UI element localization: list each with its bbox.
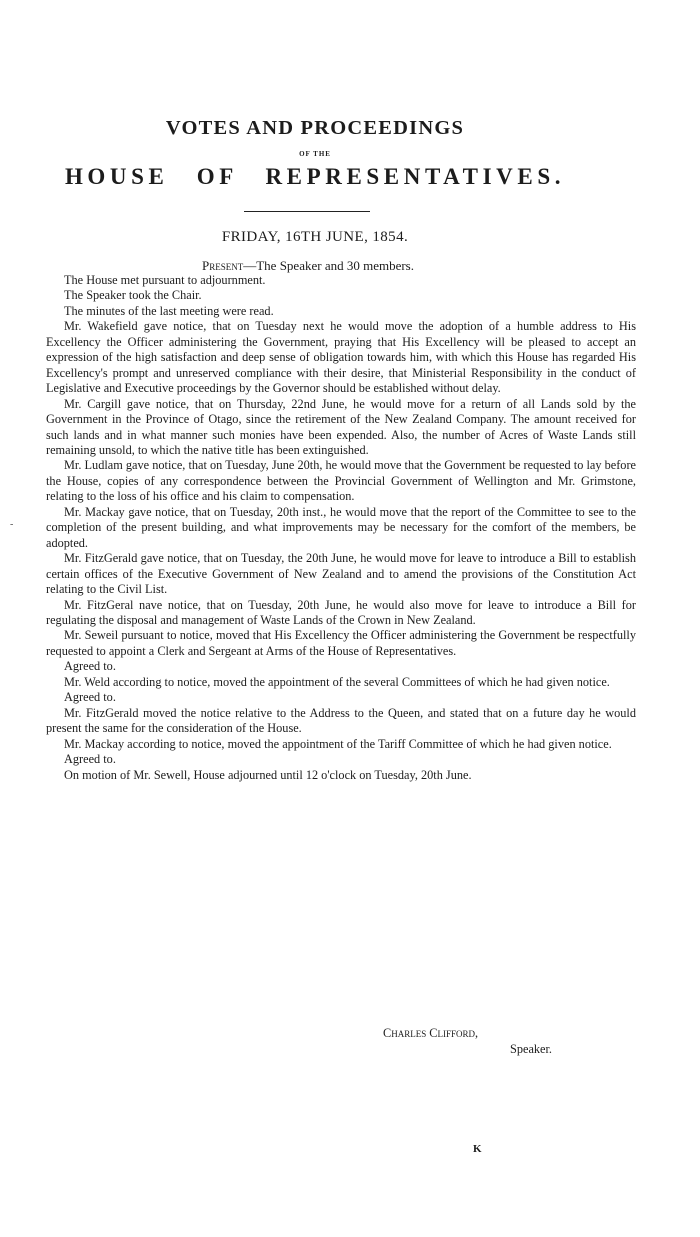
paragraph: The Speaker took the Chair. xyxy=(64,288,202,303)
paragraph: The House met pursuant to adjournment. xyxy=(64,273,266,287)
paragraph: Mr. Ludlam gave notice, that on Tuesday, June 20th, he would move that the Government be requested to lay before the House, copies of any correspondence between the Provincial Government of Wellington and Mr. Grimstone, relating to the loss of his office and his claim to compensation. xyxy=(46,458,636,504)
paragraph: Mr. Cargill gave notice, that on Thursday, 22nd June, he would move for a return of all Lands sold by the Government in the Province of Otago, since the retirement of the New Zealand Company. The amount received for such lands and in what manner such monies have been expended. Also, the number of Acres of Waste Lands still remaining unsold, to which the native title has been extinguished. xyxy=(46,396,636,457)
paragraph: Mr. Weld according to notice, moved the appointment of the several Committees of which he had given notice. xyxy=(64,674,610,689)
paragraph: Mr. Wakefield gave notice, that on Tuesday next he would move the adoption of a humble address to His Excellency the Officer administering the Government, praying that His Excellency will be pleased to accept an expression of the high satisfaction and deep sense of obligation towards him, with which this House has regarded His Excellency's prompt and unreserved compliance with their desire, that Ministerial Responsibility in the conduct of Legislative and Executive proceedings by the Governor should be established without delay. xyxy=(46,319,636,396)
margin-mark: - xyxy=(10,519,14,530)
signature-title: Speaker. xyxy=(510,1042,553,1056)
present-line xyxy=(202,258,414,274)
paragraph: Mr. FitzGerald moved the notice relative to the Address to the Queen, and stated that on a future day he would present the same for the consideration of the House. xyxy=(46,705,636,736)
paragraph: Mr. FitzGerald gave notice, that on Tuesday, the 20th June, he would move for leave to introduce a Bill to establish certain offices of the Executive Government of New Zealand and to amend the provisions of the Constitution Act relating to the Civil List. xyxy=(46,551,636,597)
title-connector: OF THE xyxy=(299,150,331,158)
present-text: —The Speaker and 30 members. xyxy=(243,258,414,273)
signature-mark: K xyxy=(473,1143,482,1155)
paragraph: Mr. FitzGeral nave notice, that on Tuesday, 20th June, he would also move for leave to introduce a Bill for regulating the disposal and management of Waste Lands of the Crown in New Zealand. xyxy=(46,597,636,627)
paragraph: Agreed to. xyxy=(64,690,116,705)
paragraph: Agreed to. xyxy=(64,752,116,767)
paragraph: Mr. Mackay according to notice, moved the appointment of the Tariff Committee of which he had given notice. xyxy=(64,736,612,751)
session-date: FRIDAY, 16TH JUNE, 1854. xyxy=(221,229,409,245)
document-title: VOTES AND PROCEEDINGS xyxy=(165,117,465,139)
paragraph: On motion of Mr. Sewell, House adjourned until 12 o'clock on Tuesday, 20th June. xyxy=(64,767,472,782)
present-label: Present xyxy=(202,258,244,273)
paragraph: The minutes of the last meeting were read. xyxy=(64,303,274,318)
paragraph: Mr. Mackay gave notice, that on Tuesday, 20th inst., he would move that the report of the Committee to see to the completion of the present building, and what improvements may be necessary for the comfort of the members, be adopted. xyxy=(46,504,636,550)
house-title: HOUSE OF REPRESENTATIVES. xyxy=(64,164,566,189)
signature-name: Charles Clifford, xyxy=(383,1026,479,1040)
paragraph: Agreed to. xyxy=(64,659,116,674)
paragraph: Mr. Seweil pursuant to notice, moved that His Excellency the Officer administering the Government be respectfully requested to appoint a Clerk and Sergeant at Arms of the House of Representatives. xyxy=(46,628,636,658)
proceedings-body xyxy=(46,273,636,783)
title-divider xyxy=(244,211,370,212)
